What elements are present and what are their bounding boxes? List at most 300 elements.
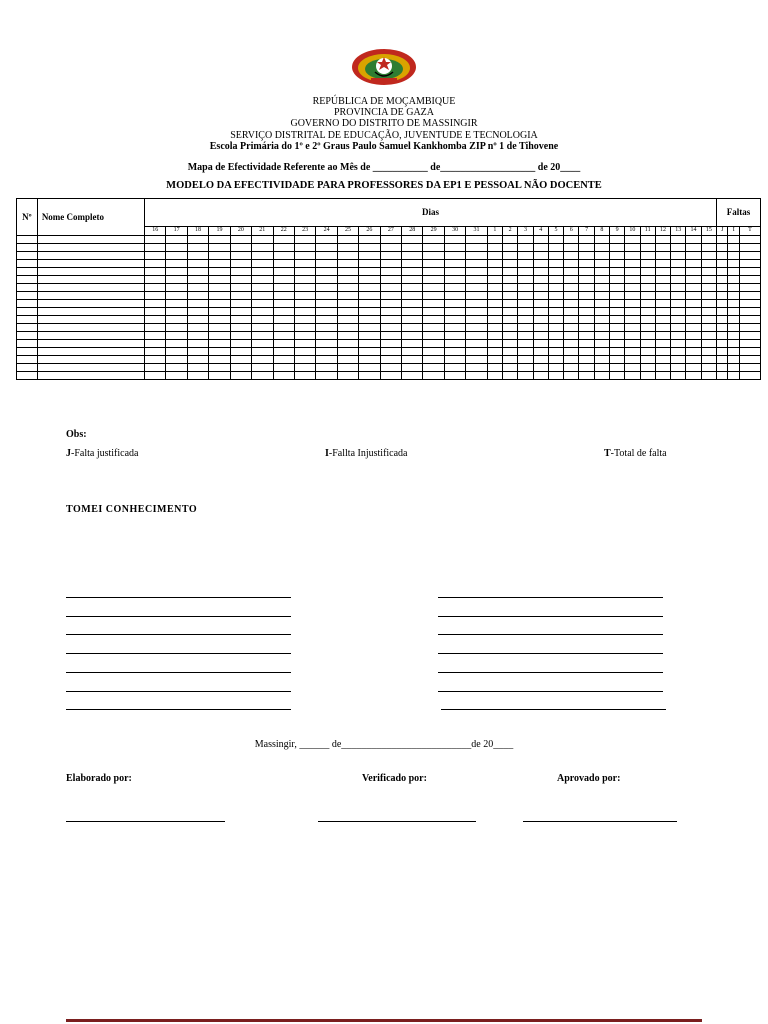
table-cell <box>487 332 502 340</box>
table-cell <box>487 236 502 244</box>
table-cell <box>17 300 38 308</box>
table-cell <box>402 316 423 324</box>
table-cell <box>728 348 739 356</box>
table-cell <box>444 252 465 260</box>
table-cell <box>17 236 38 244</box>
table-cell <box>728 260 739 268</box>
table-cell <box>187 244 208 252</box>
signature-line-left <box>66 672 291 673</box>
table-cell <box>518 356 533 364</box>
table-cell <box>380 260 401 268</box>
table-cell <box>166 268 187 276</box>
table-cell <box>686 316 701 324</box>
table-cell <box>487 348 502 356</box>
table-cell <box>17 308 38 316</box>
table-cell <box>166 324 187 332</box>
acknowledgement-heading: TOMEI CONHECIMENTO <box>66 504 198 515</box>
table-cell <box>337 236 358 244</box>
table-cell <box>686 236 701 244</box>
table-cell <box>625 252 640 260</box>
table-cell <box>380 300 401 308</box>
table-cell <box>380 316 401 324</box>
header-government: GOVERNO DO DISTRITO DE MASSINGIR <box>290 118 478 129</box>
table-cell <box>444 356 465 364</box>
table-cell <box>671 300 686 308</box>
table-cell <box>728 244 739 252</box>
table-cell <box>359 332 380 340</box>
table-cell <box>625 268 640 276</box>
day-header: 3 <box>518 226 533 235</box>
table-cell <box>466 348 487 356</box>
table-cell <box>625 356 640 364</box>
table-cell <box>671 364 686 372</box>
table-cell <box>686 364 701 372</box>
table-cell <box>466 324 487 332</box>
table-cell <box>671 284 686 292</box>
table-cell <box>548 332 563 340</box>
table-cell <box>444 348 465 356</box>
table-cell <box>230 340 251 348</box>
table-cell <box>359 292 380 300</box>
table-cell <box>37 372 144 380</box>
table-cell <box>739 252 760 260</box>
table-cell <box>594 332 609 340</box>
table-cell <box>166 332 187 340</box>
table-cell <box>380 244 401 252</box>
table-cell <box>717 348 728 356</box>
table-cell <box>533 324 548 332</box>
table-cell <box>564 300 579 308</box>
table-cell <box>402 252 423 260</box>
table-cell <box>533 284 548 292</box>
table-cell <box>466 372 487 380</box>
legend-i-text: -Fallta Injustificada <box>328 448 408 459</box>
table-cell <box>579 292 594 300</box>
table-cell <box>739 372 760 380</box>
table-cell <box>739 300 760 308</box>
table-cell <box>564 260 579 268</box>
table-cell <box>466 244 487 252</box>
day-header: 26 <box>359 226 380 235</box>
table-cell <box>625 348 640 356</box>
table-cell <box>533 332 548 340</box>
table-cell <box>144 252 165 260</box>
table-cell <box>533 268 548 276</box>
table-cell <box>294 324 315 332</box>
table-cell <box>686 260 701 268</box>
aprovado-label: Aprovado por: <box>557 773 621 784</box>
table-cell <box>487 284 502 292</box>
day-header: 19 <box>209 226 230 235</box>
table-cell <box>533 348 548 356</box>
table-cell <box>337 292 358 300</box>
table-cell <box>144 332 165 340</box>
table-cell <box>294 340 315 348</box>
table-cell <box>37 284 144 292</box>
table-cell <box>337 300 358 308</box>
table-cell <box>273 268 294 276</box>
table-cell <box>17 364 38 372</box>
table-cell <box>564 356 579 364</box>
elaborado-label: Elaborado por: <box>66 773 132 784</box>
table-cell <box>316 316 337 324</box>
table-cell <box>564 292 579 300</box>
table-cell <box>579 364 594 372</box>
table-cell <box>518 308 533 316</box>
table-cell <box>686 372 701 380</box>
table-cell <box>594 292 609 300</box>
table-cell <box>37 276 144 284</box>
table-cell <box>230 252 251 260</box>
table-cell <box>625 324 640 332</box>
table-cell <box>739 308 760 316</box>
table-cell <box>686 244 701 252</box>
table-cell <box>594 308 609 316</box>
table-cell <box>316 252 337 260</box>
table-cell <box>594 300 609 308</box>
day-header: 29 <box>423 226 444 235</box>
table-cell <box>187 332 208 340</box>
table-cell <box>209 244 230 252</box>
header-month-line: Mapa de Efectividade Referente ao Mês de ___________ de___________________ de 20____ <box>187 162 581 173</box>
table-cell <box>671 332 686 340</box>
legend-justified <box>66 448 138 459</box>
table-cell <box>686 300 701 308</box>
page-title: MODELO DA EFECTIVIDADE PARA PROFESSORES DA EP1 E PESSOAL NÃO DOCENTE <box>166 180 602 191</box>
table-cell <box>548 236 563 244</box>
table-cell <box>518 252 533 260</box>
table-cell <box>655 300 670 308</box>
table-cell <box>640 348 655 356</box>
table-cell <box>594 268 609 276</box>
table-cell <box>533 292 548 300</box>
day-header: 23 <box>294 226 315 235</box>
table-cell <box>518 348 533 356</box>
table-cell <box>625 364 640 372</box>
table-cell <box>144 308 165 316</box>
elaborado-signature-line <box>66 821 225 822</box>
table-cell <box>564 252 579 260</box>
table-cell <box>503 364 518 372</box>
table-cell <box>230 364 251 372</box>
table-cell <box>230 260 251 268</box>
signature-line-right <box>438 653 663 654</box>
table-cell <box>17 284 38 292</box>
table-cell <box>444 324 465 332</box>
table-cell <box>144 292 165 300</box>
table-cell <box>671 356 686 364</box>
verificado-signature-line <box>318 821 476 822</box>
table-cell <box>144 372 165 380</box>
table-cell <box>503 300 518 308</box>
table-cell <box>359 372 380 380</box>
table-cell <box>316 348 337 356</box>
table-cell <box>144 268 165 276</box>
table-cell <box>166 236 187 244</box>
table-cell <box>609 300 624 308</box>
legend-j-key: J <box>66 448 71 459</box>
table-cell <box>294 292 315 300</box>
table-cell <box>487 364 502 372</box>
table-cell <box>717 356 728 364</box>
table-cell <box>625 236 640 244</box>
table-cell <box>466 252 487 260</box>
table-cell <box>579 284 594 292</box>
day-header: 28 <box>402 226 423 235</box>
table-cell <box>444 236 465 244</box>
signature-line-left <box>66 634 291 635</box>
table-cell <box>548 252 563 260</box>
table-cell <box>359 348 380 356</box>
table-cell <box>444 292 465 300</box>
table-cell <box>166 348 187 356</box>
table-cell <box>518 300 533 308</box>
table-cell <box>579 236 594 244</box>
table-cell <box>655 364 670 372</box>
table-cell <box>487 324 502 332</box>
table-cell <box>487 268 502 276</box>
table-cell <box>503 284 518 292</box>
table-cell <box>187 260 208 268</box>
table-cell <box>466 308 487 316</box>
table-cell <box>402 308 423 316</box>
table-cell <box>294 260 315 268</box>
table-cell <box>625 300 640 308</box>
table-cell <box>717 284 728 292</box>
table-cell <box>717 260 728 268</box>
table-cell <box>444 364 465 372</box>
table-cell <box>423 356 444 364</box>
table-cell <box>273 340 294 348</box>
table-cell <box>686 308 701 316</box>
aprovado-signature-line <box>523 821 677 822</box>
table-cell <box>273 260 294 268</box>
day-header: 5 <box>548 226 563 235</box>
signature-line-left <box>66 597 291 598</box>
table-cell <box>337 332 358 340</box>
table-cell <box>444 340 465 348</box>
table-cell <box>671 268 686 276</box>
table-cell <box>294 236 315 244</box>
signature-line-left <box>66 691 291 692</box>
table-cell <box>402 244 423 252</box>
table-cell <box>655 284 670 292</box>
faltas-subheader: T <box>739 226 760 235</box>
table-row <box>17 244 761 252</box>
table-cell <box>640 308 655 316</box>
table-cell <box>548 268 563 276</box>
table-cell <box>359 284 380 292</box>
table-cell <box>739 268 760 276</box>
table-cell <box>739 244 760 252</box>
table-cell <box>166 316 187 324</box>
table-cell <box>609 364 624 372</box>
day-header: 2 <box>503 226 518 235</box>
table-cell <box>533 316 548 324</box>
table-row <box>17 276 761 284</box>
table-cell <box>564 244 579 252</box>
table-cell <box>533 356 548 364</box>
table-cell <box>625 284 640 292</box>
table-cell <box>655 324 670 332</box>
signature-line-right <box>438 597 663 598</box>
table-cell <box>655 340 670 348</box>
table-cell <box>316 308 337 316</box>
table-cell <box>166 308 187 316</box>
table-cell <box>273 300 294 308</box>
table-cell <box>728 268 739 276</box>
table-cell <box>717 292 728 300</box>
table-cell <box>594 348 609 356</box>
table-cell <box>294 356 315 364</box>
table-cell <box>548 292 563 300</box>
table-cell <box>609 244 624 252</box>
table-cell <box>594 244 609 252</box>
table-cell <box>487 252 502 260</box>
table-cell <box>701 236 716 244</box>
table-cell <box>166 284 187 292</box>
table-cell <box>686 292 701 300</box>
table-cell <box>423 236 444 244</box>
table-cell <box>564 284 579 292</box>
table-cell <box>594 340 609 348</box>
table-cell <box>209 252 230 260</box>
table-cell <box>144 356 165 364</box>
table-cell <box>503 308 518 316</box>
table-cell <box>166 300 187 308</box>
table-cell <box>503 324 518 332</box>
table-cell <box>518 292 533 300</box>
table-cell <box>533 236 548 244</box>
table-cell <box>655 252 670 260</box>
table-cell <box>594 284 609 292</box>
table-cell <box>466 284 487 292</box>
table-cell <box>273 308 294 316</box>
table-cell <box>518 244 533 252</box>
day-header: 22 <box>273 226 294 235</box>
table-cell <box>579 316 594 324</box>
table-cell <box>466 236 487 244</box>
table-cell <box>579 340 594 348</box>
table-row <box>17 284 761 292</box>
table-cell <box>503 348 518 356</box>
table-cell <box>548 364 563 372</box>
table-row <box>17 372 761 380</box>
table-cell <box>380 284 401 292</box>
table-cell <box>37 260 144 268</box>
table-cell <box>609 372 624 380</box>
table-cell <box>609 348 624 356</box>
table-cell <box>294 348 315 356</box>
signature-line-left <box>66 709 291 710</box>
table-cell <box>548 244 563 252</box>
table-cell <box>187 300 208 308</box>
table-cell <box>487 340 502 348</box>
table-cell <box>671 252 686 260</box>
table-cell <box>594 252 609 260</box>
table-cell <box>187 292 208 300</box>
table-cell <box>17 332 38 340</box>
table-cell <box>423 292 444 300</box>
day-header: 7 <box>579 226 594 235</box>
table-cell <box>625 260 640 268</box>
table-cell <box>273 292 294 300</box>
table-cell <box>187 308 208 316</box>
table-cell <box>640 372 655 380</box>
column-header-faltas: Faltas <box>717 199 761 227</box>
table-cell <box>739 316 760 324</box>
table-cell <box>316 332 337 340</box>
table-cell <box>37 252 144 260</box>
table-cell <box>37 348 144 356</box>
table-cell <box>487 308 502 316</box>
table-cell <box>717 300 728 308</box>
table-cell <box>701 292 716 300</box>
table-cell <box>230 348 251 356</box>
table-cell <box>671 244 686 252</box>
table-cell <box>17 356 38 364</box>
table-cell <box>518 260 533 268</box>
table-cell <box>579 260 594 268</box>
table-cell <box>548 356 563 364</box>
table-cell <box>252 276 273 284</box>
table-cell <box>503 340 518 348</box>
table-cell <box>230 292 251 300</box>
table-cell <box>640 268 655 276</box>
table-cell <box>444 268 465 276</box>
table-cell <box>187 236 208 244</box>
table-cell <box>487 316 502 324</box>
table-cell <box>548 340 563 348</box>
table-cell <box>187 348 208 356</box>
table-cell <box>548 260 563 268</box>
table-cell <box>503 252 518 260</box>
table-cell <box>533 300 548 308</box>
table-cell <box>640 316 655 324</box>
table-cell <box>359 300 380 308</box>
table-cell <box>402 340 423 348</box>
table-cell <box>294 372 315 380</box>
day-header: 27 <box>380 226 401 235</box>
table-cell <box>252 292 273 300</box>
table-cell <box>359 364 380 372</box>
table-cell <box>655 236 670 244</box>
table-cell <box>701 276 716 284</box>
table-cell <box>402 276 423 284</box>
table-cell <box>17 348 38 356</box>
table-cell <box>273 236 294 244</box>
table-cell <box>487 276 502 284</box>
table-cell <box>209 308 230 316</box>
table-cell <box>316 364 337 372</box>
table-cell <box>686 324 701 332</box>
table-cell <box>380 292 401 300</box>
table-cell <box>359 356 380 364</box>
table-cell <box>423 316 444 324</box>
table-cell <box>17 276 38 284</box>
table-cell <box>294 308 315 316</box>
table-cell <box>717 364 728 372</box>
table-cell <box>337 244 358 252</box>
table-cell <box>337 348 358 356</box>
table-cell <box>609 284 624 292</box>
table-cell <box>728 316 739 324</box>
table-cell <box>423 252 444 260</box>
table-cell <box>166 356 187 364</box>
header-republic: REPÚBLICA DE MOÇAMBIQUE <box>312 96 456 107</box>
table-cell <box>728 252 739 260</box>
table-cell <box>640 332 655 340</box>
